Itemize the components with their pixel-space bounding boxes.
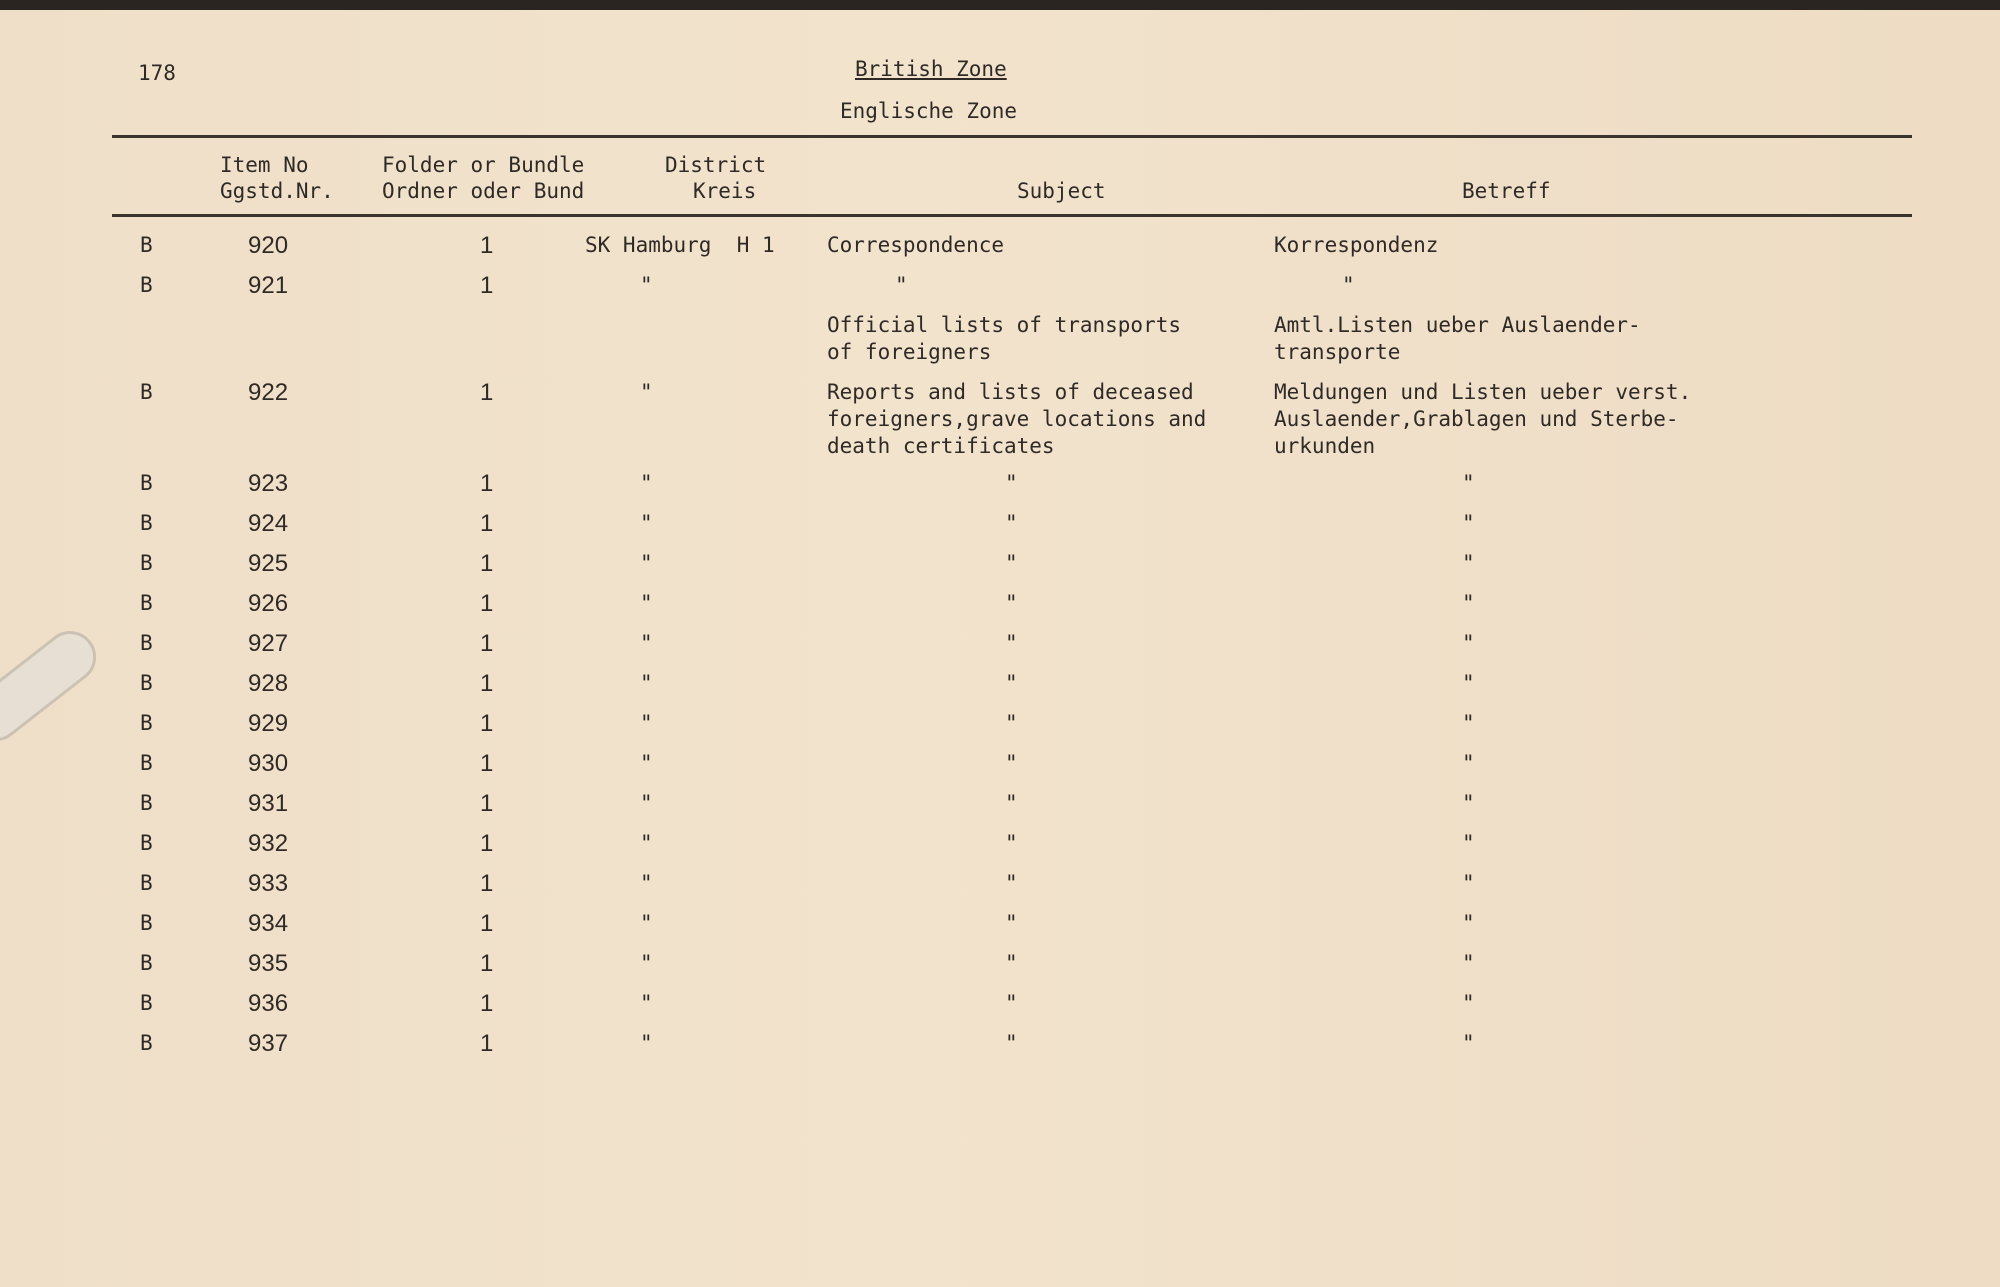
- row-district: ": [640, 631, 653, 655]
- row-item-no: 930: [248, 750, 289, 777]
- row-prefix: B: [140, 591, 153, 615]
- row-item-no: 925: [248, 550, 289, 577]
- row-prefix: B: [140, 711, 153, 735]
- row-district: ": [640, 511, 653, 535]
- row-folder: 1: [480, 870, 494, 897]
- row-prefix: B: [140, 471, 153, 495]
- document-page: [0, 10, 2000, 1287]
- row-betreff: ": [1462, 951, 1475, 975]
- row-folder: 1: [480, 910, 494, 937]
- row-betreff: ": [1462, 791, 1475, 815]
- row-subject: ": [1005, 591, 1018, 615]
- row-prefix: B: [140, 671, 153, 695]
- row-subject: ": [1005, 871, 1018, 895]
- row-subject: ": [1005, 791, 1018, 815]
- row-prefix: B: [140, 911, 153, 935]
- row-item-no: 929: [248, 710, 289, 737]
- row-folder: 1: [480, 750, 494, 777]
- row-district: ": [640, 711, 653, 735]
- row-subject: ": [1005, 511, 1018, 535]
- row-district: ": [640, 751, 653, 775]
- col-item-no-en: Item No: [220, 153, 309, 177]
- row-folder: 1: [480, 510, 494, 537]
- row-district: ": [640, 273, 653, 297]
- row-subject: ": [1005, 831, 1018, 855]
- row-folder: 1: [480, 1030, 494, 1057]
- row-folder: 1: [480, 790, 494, 817]
- row-district: ": [640, 471, 653, 495]
- col-folder-en: Folder or Bundle: [382, 153, 585, 177]
- row-prefix: B: [140, 380, 153, 404]
- row-prefix: B: [140, 791, 153, 815]
- row-item-no: 927: [248, 630, 289, 657]
- row-folder: 1: [480, 550, 494, 577]
- col-district-en: District: [665, 153, 767, 177]
- col-betreff: Betreff: [1462, 179, 1551, 203]
- tape-clip: [0, 621, 107, 752]
- row-item-no: 920: [248, 232, 289, 259]
- row-betreff: ": [1462, 751, 1475, 775]
- row-subject: Correspondence: [827, 233, 1005, 257]
- row-folder: 1: [480, 470, 494, 497]
- row-item-no: 936: [248, 990, 289, 1017]
- row-betreff: ": [1462, 671, 1475, 695]
- row-item-no: 934: [248, 910, 289, 937]
- row-subject: ": [1005, 751, 1018, 775]
- row-item-no: 924: [248, 510, 289, 537]
- page-number: 178: [138, 61, 176, 85]
- row-district: ": [640, 831, 653, 855]
- row-betreff: ": [1462, 991, 1475, 1015]
- row-prefix: B: [140, 551, 153, 575]
- row-prefix: B: [140, 831, 153, 855]
- page-subtitle: Englische Zone: [840, 99, 1018, 123]
- row-betreff: ": [1462, 911, 1475, 935]
- row-district: SK Hamburg H 1: [585, 233, 775, 257]
- row-prefix: B: [140, 1031, 153, 1055]
- row-prefix: B: [140, 751, 153, 775]
- row-district: ": [640, 591, 653, 615]
- row-subject: Reports and lists of deceased foreigners,grave locations and death certificates: [827, 380, 1207, 458]
- row-item-no: 926: [248, 590, 289, 617]
- row-district: ": [640, 671, 653, 695]
- header-bottom-rule: [112, 214, 1912, 217]
- row-betreff: ": [1462, 511, 1475, 535]
- row-folder: 1: [480, 590, 494, 617]
- row-subject: ": [1005, 991, 1018, 1015]
- row-folder: 1: [480, 670, 494, 697]
- row-item-no: 935: [248, 950, 289, 977]
- row-betreff: Korrespondenz: [1274, 233, 1439, 257]
- row-district: ": [640, 991, 653, 1015]
- row-prefix: B: [140, 511, 153, 535]
- row-prefix: B: [140, 631, 153, 655]
- col-folder-de: Ordner oder Bund: [382, 179, 585, 203]
- page-title: British Zone: [855, 57, 1007, 81]
- row-betreff: ": [1462, 1031, 1475, 1055]
- row-district: ": [640, 1031, 653, 1055]
- row-subject: Official lists of transports of foreigners: [827, 313, 1182, 364]
- row-betreff: ": [1462, 711, 1475, 735]
- row-item-no: 932: [248, 830, 289, 857]
- row-item-no: 933: [248, 870, 289, 897]
- header-top-rule: [112, 135, 1912, 138]
- row-subject: ": [1005, 1031, 1018, 1055]
- row-folder: 1: [480, 232, 494, 259]
- row-subject: ": [895, 273, 908, 297]
- row-district: ": [640, 951, 653, 975]
- row-folder: 1: [480, 630, 494, 657]
- row-folder: 1: [480, 710, 494, 737]
- row-betreff: ": [1462, 631, 1475, 655]
- row-item-no: 922: [248, 379, 289, 406]
- row-betreff: Amtl.Listen ueber Auslaender- transporte: [1274, 313, 1641, 364]
- row-subject: ": [1005, 911, 1018, 935]
- row-betreff: Meldungen und Listen ueber verst. Auslaender,Grablagen und Sterbe- urkunden: [1274, 380, 1692, 458]
- row-subject: ": [1005, 711, 1018, 735]
- row-prefix: B: [140, 871, 153, 895]
- row-folder: 1: [480, 990, 494, 1017]
- row-prefix: B: [140, 991, 153, 1015]
- col-district-de: Kreis: [693, 179, 757, 203]
- row-district: ": [640, 791, 653, 815]
- row-district: ": [640, 911, 653, 935]
- row-betreff: ": [1342, 273, 1355, 297]
- row-district: ": [640, 551, 653, 575]
- row-betreff: ": [1462, 471, 1475, 495]
- row-subject: ": [1005, 551, 1018, 575]
- col-item-no-de: Ggstd.Nr.: [220, 179, 334, 203]
- col-subject: Subject: [1017, 179, 1106, 203]
- row-subject: ": [1005, 671, 1018, 695]
- row-betreff: ": [1462, 831, 1475, 855]
- row-item-no: 923: [248, 470, 289, 497]
- row-district: ": [640, 380, 653, 404]
- row-item-no: 921: [248, 272, 289, 299]
- row-item-no: 931: [248, 790, 289, 817]
- row-betreff: ": [1462, 871, 1475, 895]
- row-betreff: ": [1462, 551, 1475, 575]
- row-folder: 1: [480, 272, 494, 299]
- row-prefix: B: [140, 951, 153, 975]
- row-district: ": [640, 871, 653, 895]
- row-subject: ": [1005, 631, 1018, 655]
- row-item-no: 928: [248, 670, 289, 697]
- row-betreff: ": [1462, 591, 1475, 615]
- row-subject: ": [1005, 951, 1018, 975]
- row-subject: ": [1005, 471, 1018, 495]
- row-prefix: B: [140, 233, 153, 257]
- row-prefix: B: [140, 273, 153, 297]
- row-folder: 1: [480, 379, 494, 406]
- row-folder: 1: [480, 950, 494, 977]
- row-folder: 1: [480, 830, 494, 857]
- row-item-no: 937: [248, 1030, 289, 1057]
